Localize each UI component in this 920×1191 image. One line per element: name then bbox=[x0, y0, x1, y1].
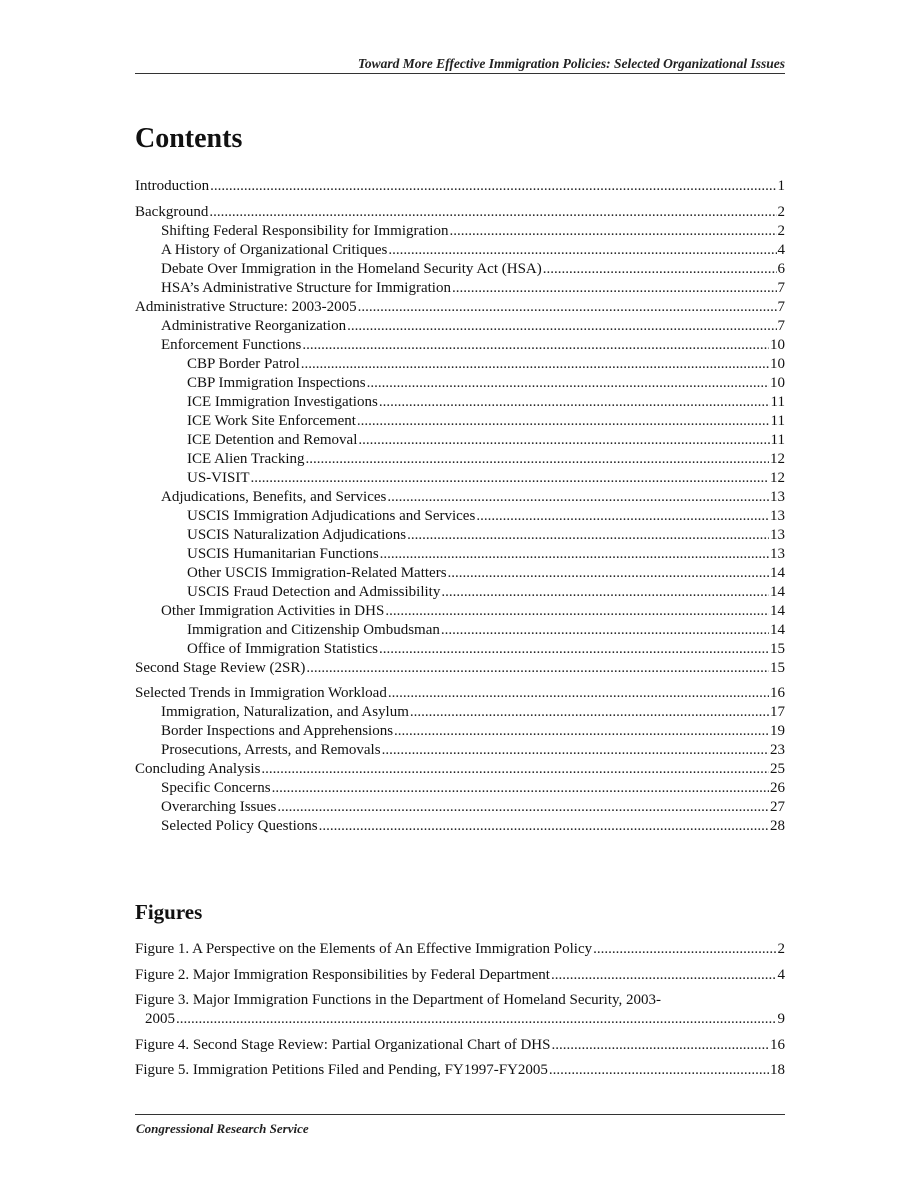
toc-entry[interactable]: HSA’s Administrative Structure for Immigration ..... 7 bbox=[135, 279, 785, 298]
toc-entry[interactable]: ICE Work Site Enforcement ..... 11 bbox=[135, 412, 785, 431]
toc-entry[interactable]: Selected Policy Questions ..... 28 bbox=[135, 817, 785, 836]
toc-entry[interactable]: ICE Alien Tracking ..... 12 bbox=[135, 450, 785, 469]
running-footer: Congressional Research Service bbox=[136, 1121, 309, 1136]
contents-heading: Contents bbox=[135, 123, 243, 154]
toc-entry[interactable]: Specific Concerns ..... 26 bbox=[135, 779, 785, 798]
toc-entry[interactable]: Selected Trends in Immigration Workload ..... 16 bbox=[135, 684, 785, 703]
figure-entry[interactable]: Figure 4. Second Stage Review: Partial Organizational Chart of DHS ..... 16 bbox=[135, 1036, 785, 1055]
toc-entry[interactable]: Enforcement Functions ..... 10 bbox=[135, 336, 785, 355]
figure-entry[interactable]: Figure 1. A Perspective on the Elements of An Effective Immigration Policy ..... 2 bbox=[135, 940, 785, 959]
toc-entry[interactable]: Background ..... 2 bbox=[135, 203, 785, 222]
running-header: Toward More Effective Immigration Policies: Selected Organizational Issues bbox=[357, 56, 785, 71]
toc-entry[interactable]: CBP Border Patrol ..... 10 bbox=[135, 355, 785, 374]
toc-entry[interactable]: Immigration and Citizenship Ombudsman ..... 14 bbox=[135, 621, 785, 640]
toc-entry[interactable]: US-VISIT ..... 12 bbox=[135, 469, 785, 488]
header-rule bbox=[135, 73, 785, 74]
figure-entry[interactable]: Figure 5. Immigration Petitions Filed and Pending, FY1997-FY2005 ..... 18 bbox=[135, 1061, 785, 1080]
contents-list bbox=[135, 177, 785, 836]
toc-entry[interactable]: Adjudications, Benefits, and Services ..... 13 bbox=[135, 488, 785, 507]
figure-entry[interactable]: Figure 3. Major Immigration Functions in the Department of Homeland Security, 2003- 2005 ..... 9 bbox=[135, 991, 785, 1029]
toc-entry[interactable]: USCIS Humanitarian Functions ..... 13 bbox=[135, 545, 785, 564]
toc-entry[interactable]: Immigration, Naturalization, and Asylum ..... 17 bbox=[135, 703, 785, 722]
figures-heading: Figures bbox=[135, 900, 203, 924]
toc-entry[interactable]: Border Inspections and Apprehensions ..... 19 bbox=[135, 722, 785, 741]
toc-entry[interactable]: A History of Organizational Critiques ..... 4 bbox=[135, 241, 785, 260]
toc-entry[interactable]: CBP Immigration Inspections ..... 10 bbox=[135, 374, 785, 393]
toc-entry[interactable]: Second Stage Review (2SR) ..... 15 bbox=[135, 659, 785, 678]
footer-rule bbox=[135, 1114, 785, 1115]
toc-entry[interactable]: Overarching Issues ..... 27 bbox=[135, 798, 785, 817]
toc-entry[interactable]: USCIS Immigration Adjudications and Services ..... 13 bbox=[135, 507, 785, 526]
toc-entry[interactable]: USCIS Naturalization Adjudications ..... 13 bbox=[135, 526, 785, 545]
toc-entry[interactable]: Concluding Analysis ..... 25 bbox=[135, 760, 785, 779]
toc-entry[interactable]: ICE Immigration Investigations ..... 11 bbox=[135, 393, 785, 412]
toc-entry[interactable]: Shifting Federal Responsibility for Immigration ..... 2 bbox=[135, 222, 785, 241]
toc-entry[interactable]: Prosecutions, Arrests, and Removals ..... 23 bbox=[135, 741, 785, 760]
toc-entry[interactable]: Introduction ..... 1 bbox=[135, 177, 785, 196]
toc-entry[interactable]: Debate Over Immigration in the Homeland Security Act (HSA) ..... 6 bbox=[135, 260, 785, 279]
toc-entry[interactable]: Office of Immigration Statistics ..... 15 bbox=[135, 640, 785, 659]
figures-list bbox=[135, 940, 785, 1087]
toc-entry[interactable]: Administrative Reorganization ..... 7 bbox=[135, 317, 785, 336]
toc-entry[interactable]: USCIS Fraud Detection and Admissibility ..... 14 bbox=[135, 583, 785, 602]
toc-entry[interactable]: Administrative Structure: 2003-2005 ..... 7 bbox=[135, 298, 785, 317]
toc-entry[interactable]: Other USCIS Immigration-Related Matters ..... 14 bbox=[135, 564, 785, 583]
figure-entry[interactable]: Figure 2. Major Immigration Responsibilities by Federal Department ..... 4 bbox=[135, 966, 785, 985]
toc-entry[interactable]: Other Immigration Activities in DHS ..... 14 bbox=[135, 602, 785, 621]
toc-entry[interactable]: ICE Detention and Removal ..... 11 bbox=[135, 431, 785, 450]
